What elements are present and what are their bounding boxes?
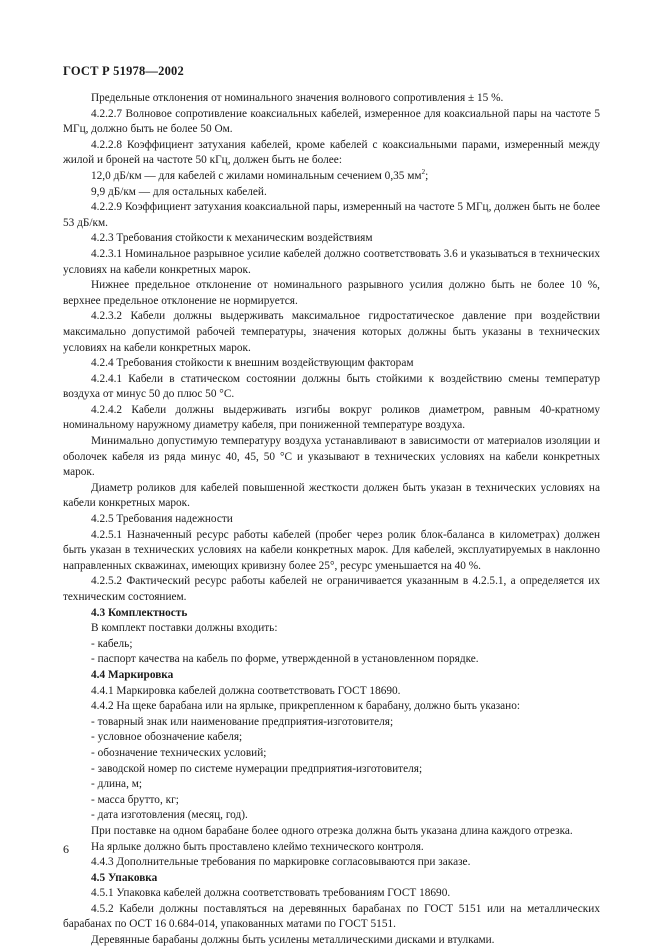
paragraph [63,309,600,356]
paragraph [63,793,600,809]
paragraph-text: 4.5.1 Упаковка кабелей должна соответствовать требованиям ГОСТ 18690. [91,887,451,900]
paragraph [63,91,600,107]
paragraph-text: 4.3 Комплектность [91,606,188,619]
paragraph-text: 9,9 дБ/км — для остальных кабелей. [91,185,267,198]
paragraph [63,621,600,637]
paragraph [63,824,600,840]
paragraph-text: - длина, м; [91,778,143,791]
paragraph-text: 4.2.2.9 Коэффициент затухания коаксиальной пары, измеренный на частоте 5 МГц, должен быть не более 53 дБ/км. [63,201,600,229]
paragraph-text: В комплект поставки должны входить: [91,622,278,635]
paragraph [63,652,600,668]
paragraph-text: 4.2.3.2 Кабели должны выдерживать максимальное гидростатическое давление при воздействии максимально допустимой рабочей температуры, значения которых должны быть указаны в технических условиях на кабели конкретных марок. [63,310,600,354]
paragraph-text: При поставке на одном барабане более одного отрезка должна быть указана длина каждого отрезка. [91,824,573,837]
paragraph-text: 4.2.2.7 Волновое сопротивление коаксиальных кабелей, измеренное для коаксиальной пары на частоте 5 МГц, должно быть не более 50 Ом. [63,107,600,136]
paragraph-text: 4.5 Упаковка [91,871,158,884]
paragraph [63,574,600,605]
paragraph [63,512,600,528]
paragraph [63,746,600,762]
paragraph-text: 4.2.3.1 Номинальное разрывное усилие кабелей должно соответствовать 3.6 и указываться в технических условиях на кабели конкретных марок. [63,247,600,276]
paragraph [63,855,600,871]
paragraph-text: На ярлыке должно быть проставлено клеймо технического контроля. [91,840,424,853]
paragraph [63,730,600,746]
punctuation: ; [425,169,429,182]
paragraph [63,699,600,715]
paragraph-text: Деревянные барабаны должны быть усилены металлическими дисками и втулками. [91,934,495,947]
paragraph [63,247,600,278]
paragraph-text: - паспорт качества на кабель по форме, утвержденной в установленном порядке. [91,653,479,666]
paragraph-text: Предельные отклонения от номинального значения волнового сопротивления ± 15 %. [91,92,504,104]
paragraph [63,777,600,793]
paragraph-text: - товарный знак или наименование предприятия-изготовителя; [91,715,394,728]
paragraph-text: 4.2.5.1 Назначенный ресурс работы кабелей (пробег через ролик блок-баланса в километрах) должен быть указан в технических условиях на кабели конкретных марок. Для кабелей, эксплуатируемых в наклонно направленных скважинах, имеющих кривизну более 25°, ресурс уменьшается на 40 %. [63,528,600,572]
paragraph [63,808,600,824]
paragraph-text: Диаметр роликов для кабелей повышенной жесткости должен быть указан в технических условиях на кабели конкретных марок. [63,481,600,510]
paragraph [63,403,600,434]
paragraph-text: 12,0 дБ/км — для кабелей с жилами номинальным сечением 0,35 мм [91,169,422,182]
paragraph-text: 4.4.1 Маркировка кабелей должна соответствовать ГОСТ 18690. [91,684,401,697]
paragraph-text: 4.5.2 Кабели должны поставляться на деревянных барабанах по ГОСТ 5151 или на металлических барабанах по ОСТ 16 0.684-014, упакованных матами по ГОСТ 5151. [63,902,600,931]
paragraph [63,902,600,933]
paragraph [63,933,600,949]
paragraph [63,138,600,169]
paragraph [63,185,600,201]
paragraph-text: 4.4 Маркировка [91,668,174,681]
paragraph-text: 4.2.3 Требования стойкости к механическим воздействиям [91,232,373,245]
paragraph [63,481,600,512]
paragraph-text: 4.2.4.2 Кабели должны выдерживать изгибы вокруг роликов диаметром, равным 40-кратному номинальному наружному диаметру кабеля, при пониженной температуре воздуха. [63,403,600,432]
paragraph-text: - кабель; [91,637,133,650]
paragraph [63,107,600,138]
section-heading [63,606,600,622]
paragraph-text: - масса брутто, кг; [91,793,179,806]
paragraph [63,356,600,372]
paragraph-text: - заводской номер по системе нумерации предприятия-изготовителя; [91,762,423,775]
paragraph [63,715,600,731]
paragraph-text: Минимально допустимую температуру воздуха устанавливают в зависимости от материалов изоляции и оболочек кабеля из ряда минус 40, 45, 50 °С и указывают в технических условиях на кабели конкретных марок. [63,435,600,479]
paragraph [63,637,600,653]
paragraph-text: 4.4.2 На щеке барабана или на ярлыке, прикрепленном к барабану, должно быть указано: [91,700,521,713]
paragraph-text: 4.2.4 Требования стойкости к внешним воздействующим факторам [91,357,414,370]
paragraph-text: 4.2.5.2 Фактический ресурс работы кабелей не ограничивается указанным в 4.2.5.1, а определяется их техническим состоянием. [63,575,600,603]
paragraph [63,278,600,309]
section-heading [63,871,600,887]
paragraph [63,434,600,481]
paragraph [63,762,600,778]
paragraph [63,231,600,247]
paragraph-text: Нижнее предельное отклонение от номинального разрывного усилия должно быть не более 10 %, верхнее предельное отклонение не нормируется. [63,279,600,307]
paragraph [63,840,600,856]
section-heading [63,668,600,684]
page-number: 6 [63,842,69,856]
paragraph [63,200,600,231]
document-header: ГОСТ Р 51978—2002 [63,64,184,78]
paragraph-text: 4.2.2.8 Коэффициент затухания кабелей, кроме кабелей с коаксиальными парами, измеренный между жилой и броней на частоте 50 кГц, должен быть не более: [63,138,600,167]
paragraph [63,886,600,902]
paragraph-text: - дата изготовления (месяц, год). [91,809,248,822]
superscript: 2 [421,168,426,177]
paragraph-text: - обозначение технических условий; [91,746,267,759]
paragraph-text: 4.4.3 Дополнительные требования по маркировке согласовываются при заказе. [91,856,471,869]
paragraph [63,684,600,700]
paragraph-text: 4.2.4.1 Кабели в статическом состоянии должны быть стойкими к воздействию смены температур воздуха от минус 50 до плюс 50 °С. [63,372,600,401]
paragraph-text: 4.2.5 Требования надежности [91,513,233,526]
paragraph [63,169,600,185]
paragraph-text: - условное обозначение кабеля; [91,731,243,744]
document-body [63,91,600,949]
paragraph [63,528,600,575]
paragraph [63,372,600,403]
